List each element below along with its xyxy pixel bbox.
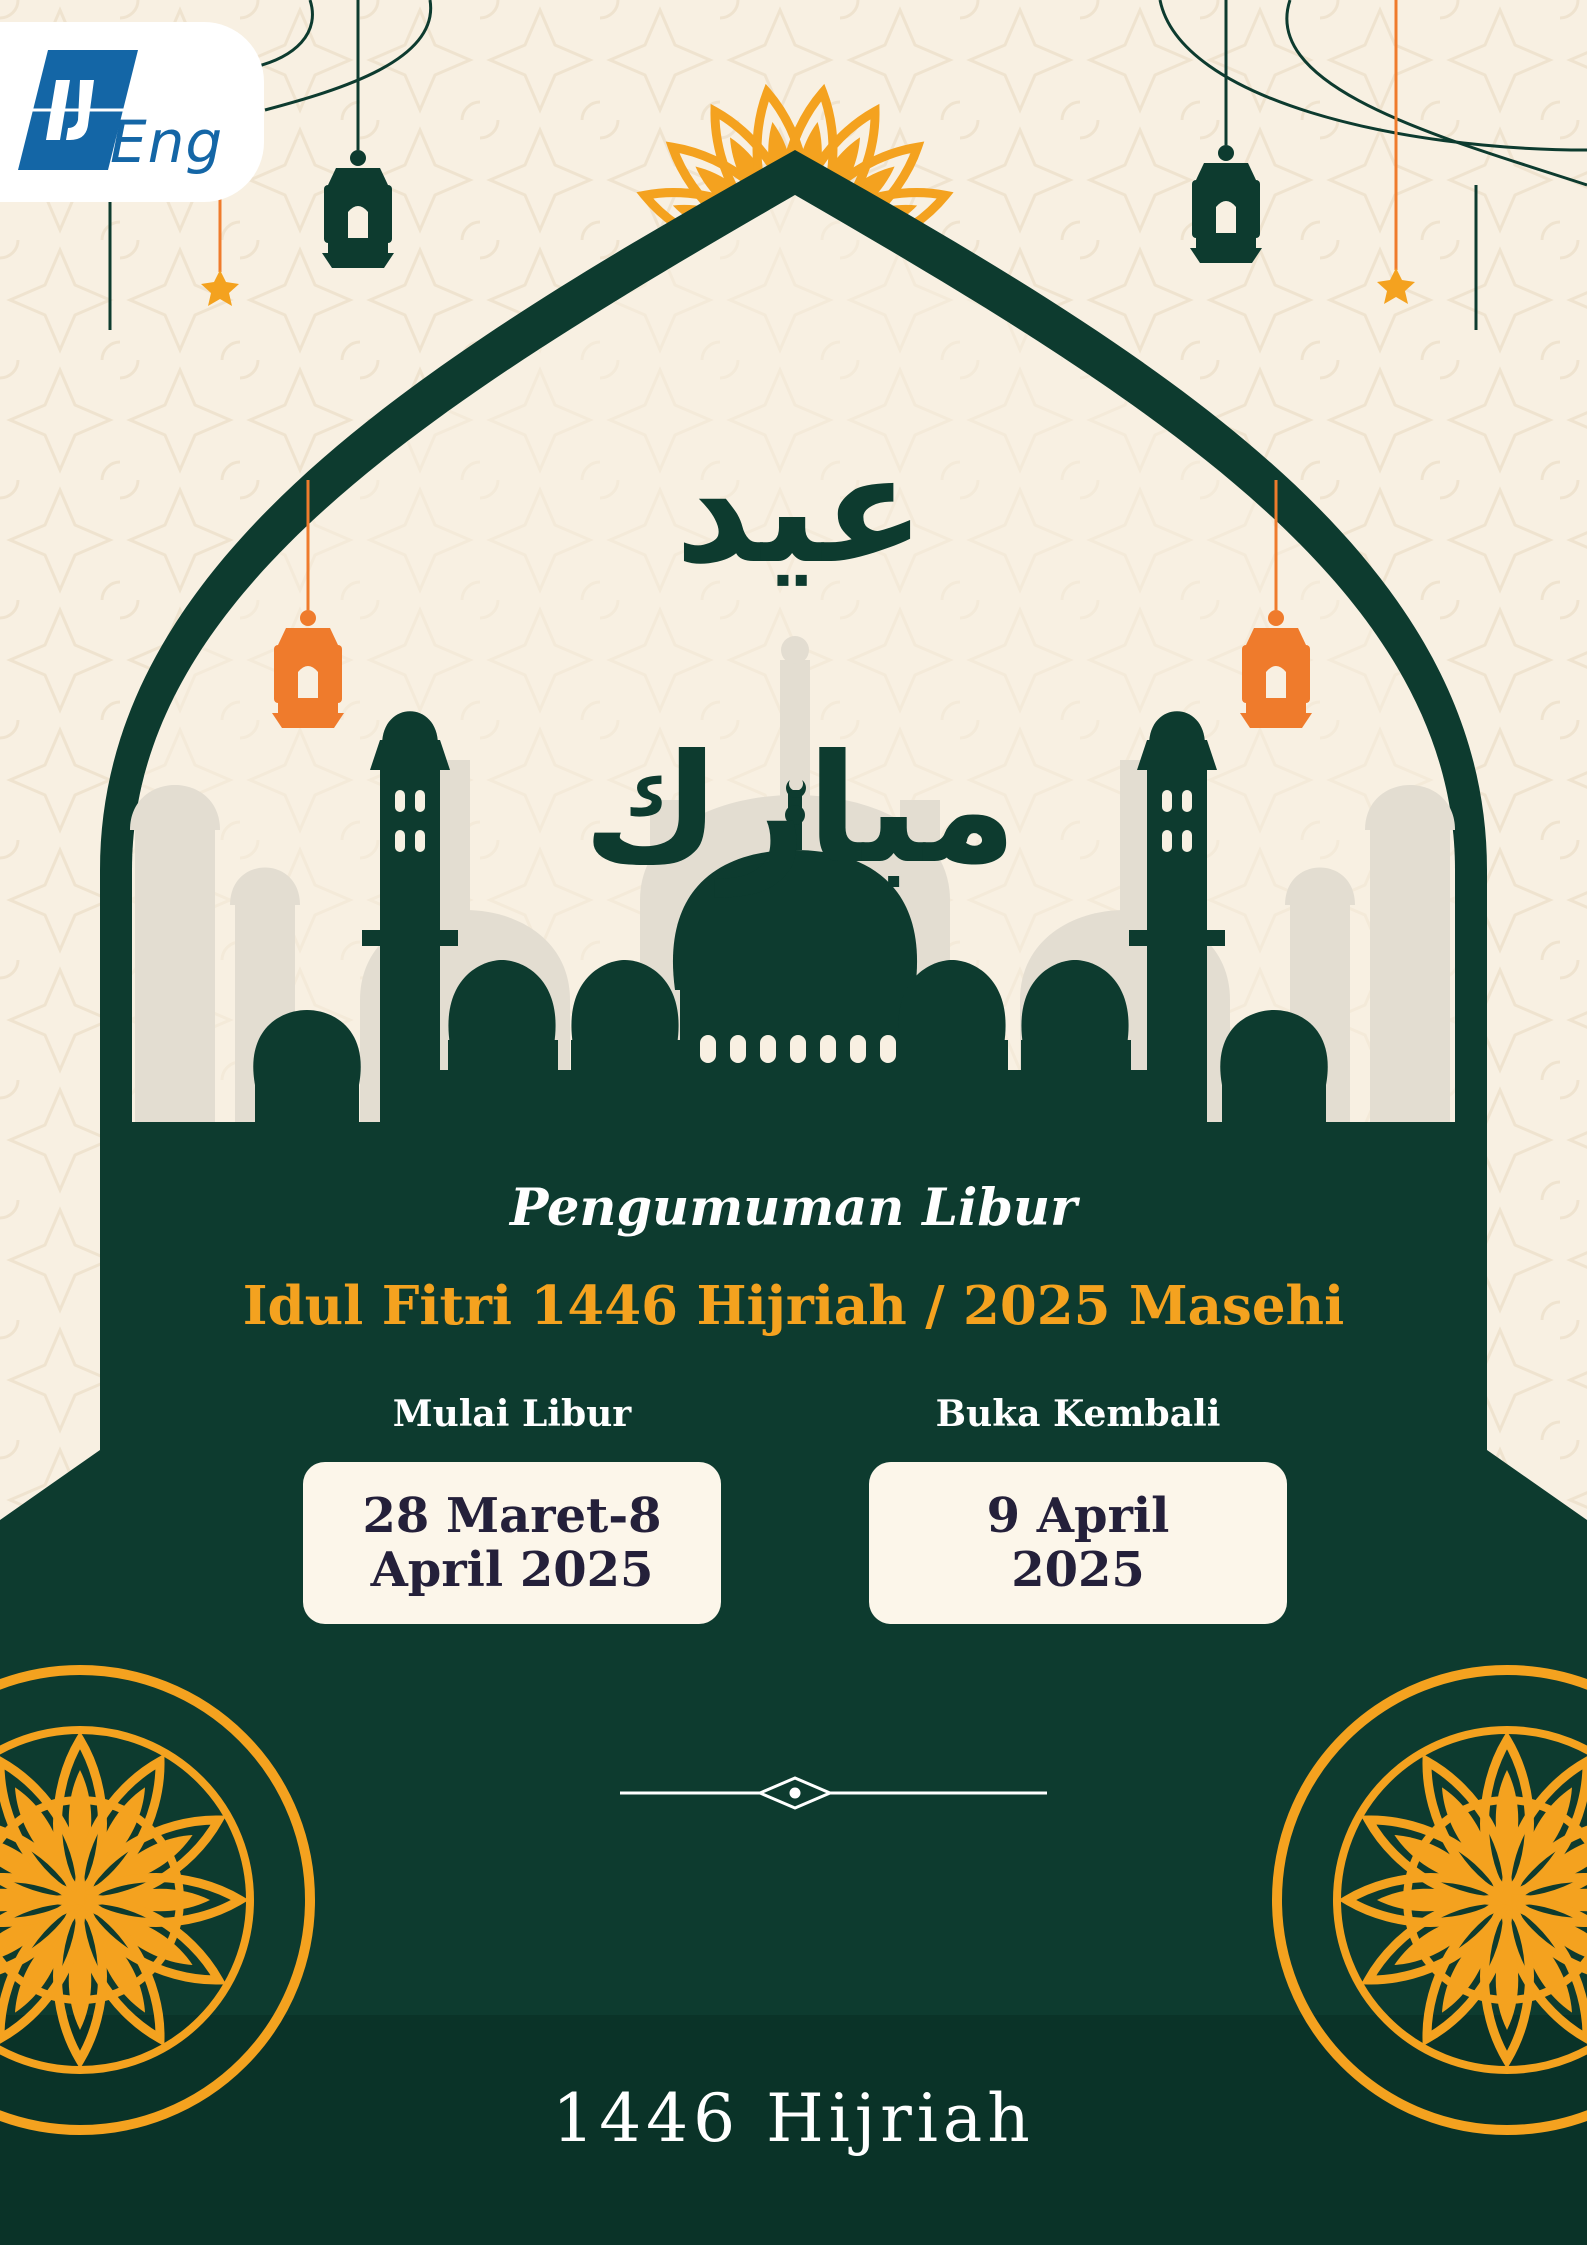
reopen-label: Buka Kembali bbox=[935, 1393, 1221, 1435]
announcement-heading: Pengumuman Libur bbox=[510, 1178, 1077, 1238]
crescent-icon bbox=[72, 332, 135, 408]
reopen-date: 9 April 2025 bbox=[986, 1488, 1170, 1598]
eid-mubarak-calligraphy: عيد مبارك bbox=[582, 423, 1018, 897]
logo-text: Eng bbox=[110, 108, 224, 176]
reopen-date-box bbox=[869, 1462, 1287, 1624]
lantern-icon bbox=[1190, 105, 1262, 263]
start-date-box bbox=[303, 1462, 721, 1624]
lantern-icon bbox=[322, 110, 394, 268]
star-icon bbox=[1377, 268, 1415, 304]
start-label: Mulai Libur bbox=[392, 1393, 632, 1435]
announcement-title: Idul Fitri 1446 Hijriah / 2025 Masehi bbox=[242, 1275, 1345, 1337]
lantern-icon bbox=[272, 570, 344, 728]
lantern-icon bbox=[1240, 570, 1312, 728]
start-date: 28 Maret-8 April 2025 bbox=[362, 1488, 662, 1598]
crescent-icon bbox=[1450, 332, 1513, 408]
footer-hijri-year: 1446 Hijriah bbox=[552, 2080, 1035, 2157]
star-icon bbox=[201, 270, 239, 306]
